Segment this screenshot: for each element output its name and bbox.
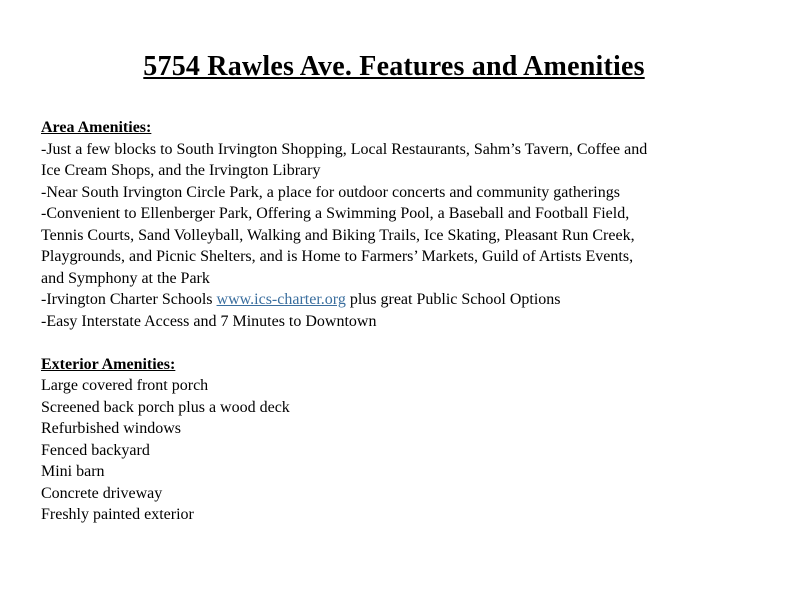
exterior-text-line: Freshly painted exterior (41, 506, 194, 523)
area-text-line: -Easy Interstate Access and 7 Minutes to Downtown (41, 312, 377, 330)
exterior-text-line: Mini barn (41, 463, 105, 480)
exterior-text-line: Screened back porch plus a wood deck (41, 398, 290, 416)
area-text-line: Tennis Courts, Sand Volleyball, Walking and Biking Trails, Ice Skating, Pleasant Run Creek, (41, 226, 635, 244)
document-content (41, 117, 754, 526)
section-exterior-amenities (41, 354, 754, 526)
area-text-line: -Just a few blocks to South Irvington Shopping, Local Restaurants, Sahm’s Tavern, Coffee and (41, 140, 648, 158)
schools-line-prefix: -Irvington Charter Schools (41, 291, 217, 308)
ics-charter-link[interactable]: www.ics-charter.org (216, 291, 346, 308)
exterior-text-line: Concrete driveway (41, 484, 163, 502)
area-text-line: Ice Cream Shops, and the Irvington Library (41, 162, 321, 179)
schools-line-suffix: plus great Public School Options (345, 291, 561, 308)
section-area-amenities (41, 117, 754, 332)
area-text-line: and Symphony at the Park (41, 269, 210, 287)
area-text-line: -Convenient to Ellenberger Park, Offering a Swimming Pool, a Baseball and Football Field, (41, 205, 630, 222)
page-title: 5754 Rawles Ave. Features and Amenities (143, 51, 645, 82)
area-text-line: Playgrounds, and Picnic Shelters, and is Home to Farmers’ Markets, Guild of Artists Events, (41, 248, 634, 265)
area-schools-line (41, 289, 754, 311)
exterior-text-line: Large covered front porch (41, 377, 209, 394)
area-text-line: -Near South Irvington Circle Park, a place for outdoor concerts and community gatherings (41, 183, 620, 201)
exterior-text-line: Fenced backyard (41, 441, 150, 459)
exterior-text-line: Refurbished windows (41, 420, 181, 437)
area-amenities-heading: Area Amenities: (41, 119, 152, 136)
document-page (0, 51, 788, 596)
exterior-amenities-heading: Exterior Amenities: (41, 355, 176, 373)
